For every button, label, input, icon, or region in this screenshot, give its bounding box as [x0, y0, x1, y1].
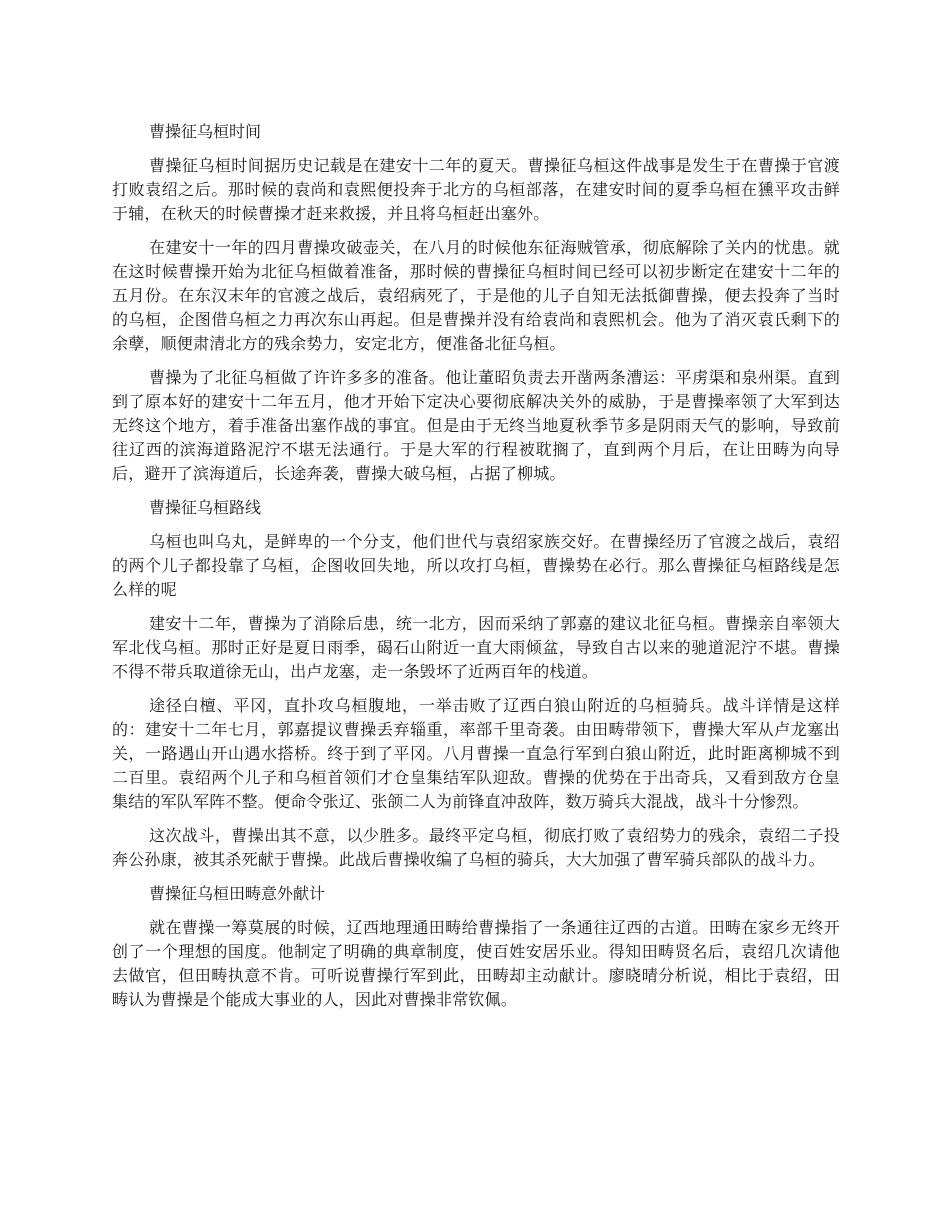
paragraph: 这次战斗，曹操出其不意，以少胜多。最终平定乌桓，彻底打败了袁绍势力的残余，袁绍二子投奔公孙康，被其杀死献于曹操。此战后曹操收编了乌桓的骑兵，大大加强了曹军骑兵部队的战斗力。 [112, 826, 840, 869]
section-heading: 曹操征乌桓路线 [149, 498, 262, 517]
paragraph: 曹操征乌桓时间据历史记载是在建安十二年的夏天。曹操征乌桓这件战事是发生于在曹操于官渡打败袁绍之后。那时候的袁尚和袁熙便投奔于北方的乌桓部落，在建安时间的夏季乌桓在獯平攻击鲜于辅，在秋天的时候曹操才赶来救援，并且将乌桓赶出塞外。 [112, 156, 840, 223]
paragraph: 在建安十一年的四月曹操攻破壶关，在八月的时候他东征海贼管承，彻底解除了关内的忧患。就在这时候曹操开始为北征乌桓做着准备，那时候的曹操征乌桓时间已经可以初步断定在建安十二年的五月份。在东汉末年的官渡之战后，袁绍病死了，于是他的儿子自知无法抵御曹操，便去投奔了当时的乌桓，企图借乌桓之力再次东山再起。但是曹操并没有给袁尚和袁熙机会。他为了消灭袁氏剩下的余孽，顺便肃清北方的残余势力，安定北方，便准备北征乌桓。 [112, 238, 840, 353]
document-body [112, 120, 840, 1022]
paragraph: 途径白檀、平冈，直扑攻乌桓腹地，一举击败了辽西白狼山附近的乌桓骑兵。战斗详情是这样的：建安十二年七月，郭嘉提议曹操丢弃辎重，率部千里奇袭。由田畴带领下，曹操大军从卢龙塞出关，一路遇山开山遇水搭桥。终于到了平冈。八月曹操一直急行军到白狼山附近，此时距离柳城不到二百里。袁绍两个儿子和乌桓首领们才仓皇集结军队迎敌。曹操的优势在于出奇兵，又看到敌方仓皇集结的军队军阵不整。便命令张辽、张颌二人为前锋直冲敌阵，数万骑兵大混战，战斗十分惨烈。 [112, 696, 840, 811]
section-heading: 曹操征乌桓田畴意外献计 [149, 884, 326, 903]
paragraph: 乌桓也叫乌丸，是鲜卑的一个分支，他们世代与袁绍家族交好。在曹操经历了官渡之战后，袁绍的两个儿子都投靠了乌桓，企图收回失地，所以攻打乌桓，曹操势在必行。那么曹操征乌桓路线是怎么样的呢 [112, 532, 840, 599]
paragraph: 就在曹操一筹莫展的时候，辽西地理通田畴给曹操指了一条通往辽西的古道。田畴在家乡无终开创了一个理想的国度。他制定了明确的典章制度，使百姓安居乐业。得知田畴贤名后，袁绍几次请他去做官，但田畴执意不肯。可听说曹操行军到此，田畴却主动献计。廖晓晴分析说，相比于袁绍，田畴认为曹操是个能成大事业的人，因此对曹操非常钦佩。 [112, 918, 840, 1009]
paragraph: 建安十二年，曹操为了消除后患，统一北方，因而采纳了郭嘉的建议北征乌桓。曹操亲自率领大军北伐乌桓。那时正好是夏日雨季，碣石山附近一直大雨倾盆，导致自古以来的驰道泥泞不堪。曹操不得不带兵取道徐无山，出卢龙塞，走一条毁坏了近两百年的栈道。 [112, 614, 840, 681]
paragraph: 曹操为了北征乌桓做了许许多多的准备。他让董昭负责去开凿两条漕运：平虏渠和泉州渠。直到到了原本好的建安十二年五月，他才开始下定决心要彻底解决关外的威胁，于是曹操率领了大军到达无终这个地方，着手准备出塞作战的事宜。但是由于无终当地夏秋季节多是阴雨天气的影响，导致前往辽西的滨海道路泥泞不堪无法通行。于是大军的行程被耽搁了，直到两个月后，在让田畴为向导后，避开了滨海道后，长途奔袭，曹操大破乌桓，占据了柳城。 [112, 368, 840, 483]
section-heading: 曹操征乌桓时间 [149, 122, 262, 141]
